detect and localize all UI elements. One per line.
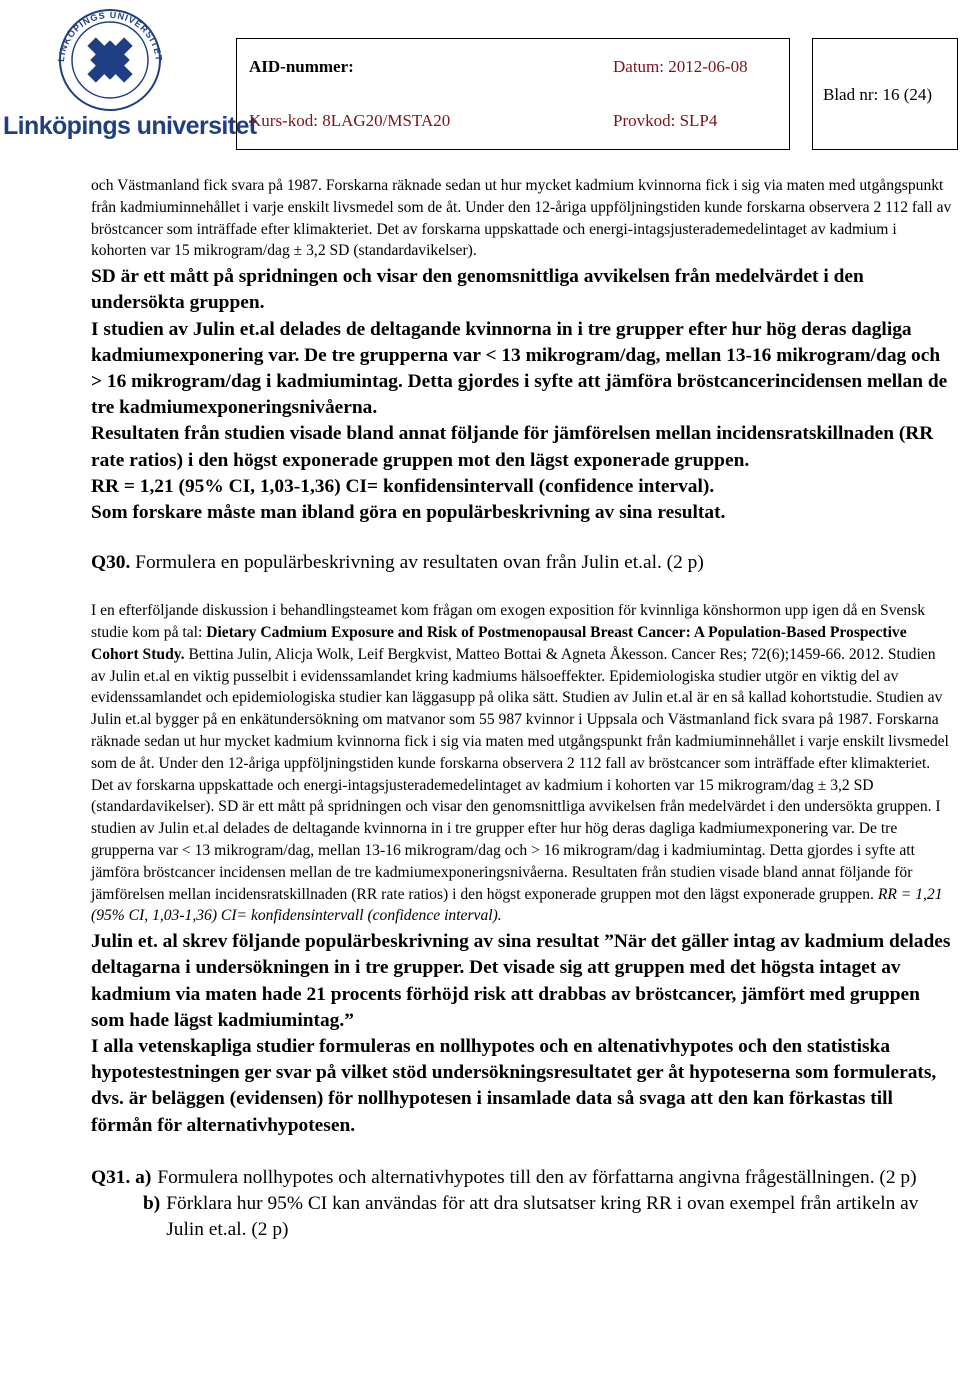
question-31a-label: Q31. a) (91, 1166, 152, 1188)
page-content (91, 175, 953, 1243)
page-number-box (812, 38, 958, 150)
study-intro-text: I en efterföljande diskussion i behandlingsteamet kom frågan om exogen exposition för kvinnliga könshormon upp igen då en Svensk studie kom på tal: (91, 602, 926, 642)
rr-italic-result: RR = 1,21 (95% CI, 1,03-1,36) CI= konfidensintervall (confidence interval). (91, 885, 943, 925)
university-seal-icon (50, 2, 170, 112)
question-30-label: Q30. (91, 552, 131, 574)
exam-header-box (236, 38, 790, 150)
question-31b (91, 1191, 953, 1243)
rr-result: RR = 1,21 (95% CI, 1,03-1,36) CI= konfidensintervall (confidence interval). (91, 475, 715, 497)
question-31b-label: b) (143, 1192, 161, 1214)
question-31b-text: Förklara hur 95% CI kan användas för att dra slutsatser kring RR i ovan exempel från artikeln av Julin et.al. (2 p) (166, 1192, 919, 1240)
question-30 (91, 550, 953, 576)
svg-text:LINKÖPINGS UNIVERSITET: LINKÖPINGS UNIVERSITET (55, 9, 165, 63)
julin-popular-quote: Julin et. al skrev följande populärbeskrivning av sina resultat ”När det gäller intag av kadmium delades deltagarna i undersökningen in i tre grupper. Det visade sig att gruppen med det högsta intaget av kadmium via maten hade 21 procents förhöjd risk att drabbas av bröstcancer, jämfört med gruppen som hade lägst kadmiumintag.” (91, 931, 951, 1031)
hypothesis-paragraph: I alla vetenskapliga studier formuleras en nollhypotes och en altenativhypotes och den statistiska hypotestestningen ger svar på vilket stöd undersökningsresultatet ger åt hypoteserna som formulerats, dvs. är beläggen (evidensen) för nollhypotesen i insamlade data så svaga att den kan förkastas till förmån för alternativhypotesen. (91, 1035, 937, 1136)
page-number: Blad nr: 16 (24) (823, 85, 933, 104)
study-details-text: Bettina Julin, Alicja Wolk, Leif Bergkvist, Matteo Bottai & Agneta Åkesson. Cancer Res; 72(6);1459-66. 2012. Studien av Julin et.al en viktig pusselbit i evidenssamlandet kring kadmiums hälsoeffekter. Epidemiologiska studier utgör en viktig del av evidenssamlandet och epidemiologiska studier kan läggasupp på olika sätt. Studien av Julin et.al är en så kallad kohortstudie. Studien av Julin et.al bygger på en enkätundersökning om matvanor som 55 987 kvinnor i Uppsala och Västmanland fick svara på 1987. Forskarna räknade sedan ut hur mycket kadmium kvinnorna fick i sig via maten med utgångspunkt från kadmiuminnehållet i varje enskilt livsmedel som de åt. Under den 12-åriga uppföljningstiden kunde forskarna observera 2 112 fall av bröstcancer som inträffade efter klimakteriet. Det av forskarna uppskattade och energi-intagsjusterademedelintaget av kadmium i kohorten var 15 mikrogram/dag ± 3,2 SD (standardavikelser). SD är ett mått på spridningen och visar den genomsnittliga avvikelsen från medelvärdet i den undersökta gruppen. I studien av Julin et.al delades de deltagande kvinnorna in i tre grupper efter hur hög deras dagliga kadmiumexponering var. De tre grupperna var < 13 mikrogram/dag, mellan 13-16 mikrogram/dag och > 16 mikrogram/dag i kadmiumintag. Detta gjordes i syfte att jämföra bröstcancer incidensen mellan de tre kadmiumexponeringsnivåerna. Resultaten från studien visade bland annat följande för jämförelsen mellan incidensratskillnaden (RR rate ratios) i den högst exponerade gruppen mot den lägst exponerade gruppen. (91, 645, 949, 903)
study-groups-paragraph: I studien av Julin et.al delades de deltagande kvinnorna in i tre grupper efter hur hög deras dagliga kadmiumexponering var. De tre grupperna var < 13 mikrogram/dag, mellan 13-16 mikrogram/dag och > 16 mikrogram/dag i kadmiumintag. Detta gjordes i syfte att jämföra bröstcancerincidensen mellan de tre kadmiumexponeringsnivåerna. (91, 318, 948, 419)
university-logo (0, 0, 257, 150)
university-name: Linköpings universitet (3, 112, 257, 140)
question-30-text: Formulera en populärbeskrivning av resultaten ovan från Julin et.al. (2 p) (130, 552, 704, 574)
course-code: Kurs-kod: 8LAG20/MSTA20 (249, 111, 451, 130)
popular-description-note: Som forskare måste man ibland göra en populärbeskrivning av sina resultat. (91, 502, 726, 524)
question-31a-text: Formulera nollhypotes och alternativhypotes till den av författarna angivna frågeställningen. (2 p) (157, 1166, 917, 1188)
exam-date: Datum: 2012-06-08 (613, 57, 748, 76)
question-31a (91, 1165, 953, 1191)
sd-explanation: SD är ett mått på spridningen och visar den genomsnittliga avvikelsen från medelvärdet i den undersökta gruppen. (91, 266, 864, 314)
intro-paragraph: och Västmanland fick svara på 1987. Forskarna räknade sedan ut hur mycket kadmium kvinnorna fick i sig via maten med utgångspunkt från kadmiuminnehållet i varje enskilt livsmedel som de åt. Under den 12-åriga uppföljningstiden kunde forskarna observera 2 112 fall av bröstcancer som inträffade efter klimakteriet. Det av forskarna uppskattade och energi-intagsjusterademedelintaget av kadmium i kohorten var 15 mikrogram/dag ± 3,2 SD (standardavikelser). (91, 177, 952, 260)
exam-code: Provkod: SLP4 (613, 111, 718, 130)
aid-number-label: AID-nummer: (249, 57, 354, 76)
study-description-paragraph (91, 600, 953, 927)
results-paragraph: Resultaten från studien visade bland annat följande för jämförelsen mellan incidensratskillnaden (RR rate ratios) i den högst exponerade gruppen mot den lägst exponerade gruppen. (91, 423, 934, 471)
study-title: Dietary Cadmium Exposure and Risk of Postmenopausal Breast Cancer: A Population-Based Prospective Cohort Study. (91, 624, 907, 663)
